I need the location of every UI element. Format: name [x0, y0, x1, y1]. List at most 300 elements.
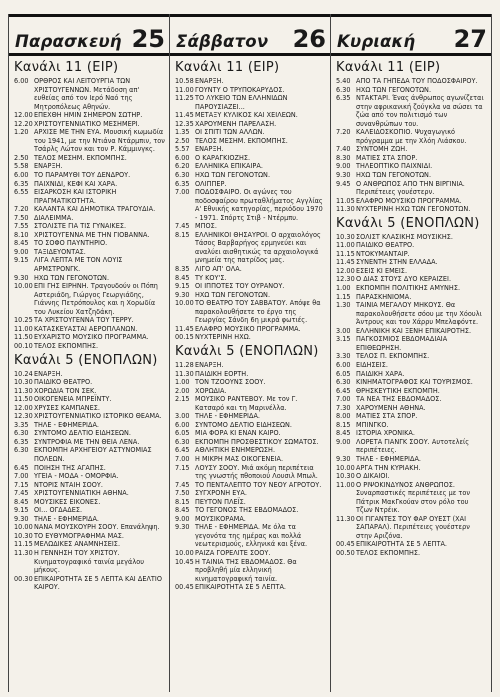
program-time: 7.00: [336, 394, 351, 404]
program-time: 3.15: [336, 334, 351, 344]
program-entry: [336, 438, 487, 455]
program-title: ΜΟΥΣΙΚΟ ΡΑΝΤΕΒΟΥ. Με τον Γ. Κατσαρό και τη Μαρινέλλα.: [195, 394, 298, 412]
program-time: 1.00: [175, 377, 190, 387]
program-entry: [14, 128, 165, 154]
program-time: 7.15: [14, 479, 29, 489]
program-time: 2.00: [175, 385, 190, 395]
day-header: [331, 14, 491, 56]
program-time: 8.00: [336, 411, 351, 421]
program-title: ΗΧΩ ΤΩΝ ΓΕΓΟΝΟΤΩΝ.: [195, 289, 271, 299]
program-time: 00.30: [14, 573, 33, 583]
program-title: ΑΡΧΙΣΕ ΜΕ ΤΗΝ ΕΥΑ. Μουσική κωμωδία του 1941, με την Ντιάνα Ντάρμπιν, τον Τσάρλς Λώτον και τον Ρ. Κάμμινγκς.: [34, 127, 165, 154]
program-time: 10.30: [336, 231, 355, 241]
program-time: 6.00: [14, 170, 29, 180]
program-entry: [14, 77, 165, 111]
program-time: 7.20: [14, 204, 29, 214]
program-time: 1.35: [175, 127, 190, 137]
program-time: 11.30: [336, 204, 355, 214]
program-title: ΤΗΛΕ - ΕΦΗΜΕΡΙΔΑ. Με όλα τα γεγονότα της ημέρας και πολλά νεωτερισμούς, ελληνικά και ξένα.: [195, 522, 308, 549]
program-title: ΕΛΛΗΝΙΚΑ ΕΠΙΚΑΙΡΑ.: [195, 161, 263, 171]
program-title: ΠΑΙΔΙΚΟ ΘΕΑΤΡΟ.: [356, 240, 415, 250]
program-title: ΠΑΓΚΟΣΜΙΟΣ ΕΒΔΟΜΑΔΙΑΙΑ ΕΠΙΘΕΩΡΗΣΗ.: [356, 334, 448, 352]
program-title: ΤΟ ΣΟΦΟ ΠΑΥΝΤΗΡΙΟ.: [34, 238, 108, 248]
program-title: ΛΙΓΟ ΑΠ' ΟΛΑ.: [195, 264, 242, 274]
program-title: ΑΡΓΑ ΤΗΝ ΚΥΡΙΑΚΗ.: [356, 462, 421, 472]
program-time: 7.45: [175, 221, 190, 231]
program-time: 1.20: [14, 127, 29, 137]
program-time: 8.15: [175, 229, 190, 239]
program-title: ΕΝΑΡΞΗ.: [195, 359, 224, 369]
program-time: 7.20: [336, 127, 351, 137]
program-time: 7.00: [14, 471, 29, 481]
program-title: ΛΙΓΑ ΛΕΠΤΑ ΜΕ ΤΟΝ ΛΟΥΙΣ ΑΡΜΣΤΡΟΝΓΚ.: [34, 255, 123, 274]
program-title: ΧΡΙΣΤΟΥΓΕΝΝΙΑΤΙΚΟ ΙΣΤΟΡΙΚΟ ΘΕΑΜΑ.: [34, 411, 162, 421]
program-time: 10.30: [14, 530, 33, 540]
program-time: 6.00: [336, 359, 351, 369]
program-time: 6.05: [336, 368, 351, 378]
program-title: ΣΟΛΙΣΤ ΚΛΑΣΙΚΗΣ ΜΟΥΣΙΚΗΣ.: [356, 231, 454, 241]
program-title: ΟΙ ΙΠΠΟΤΕΣ ΤΟΥ ΟΥΡΑΝΟΥ.: [195, 281, 285, 291]
program-title: Ο ΑΝΘΡΩΠΟΣ ΑΠΟ ΤΗΝ ΒΙΡΓΙΝΙΑ. Περιπέτειες γουέστερν.: [356, 178, 465, 197]
program-time: 11.30: [336, 513, 355, 523]
program-time: 8.45: [175, 272, 190, 282]
program-entry: [336, 180, 487, 197]
program-title: ΜΠΟΣ.: [195, 221, 217, 231]
program-title: ΤΕΛΟΣ ΕΚΠΟΜΠΗΣ.: [34, 340, 99, 350]
program-time: 7.50: [175, 488, 190, 498]
program-time: 00.15: [175, 332, 194, 342]
program-entry: [14, 282, 165, 316]
program-title: ΜΟΥΣΙΚΕΣ ΕΙΚΟΝΕΣ.: [34, 496, 101, 506]
program-time: 8.45: [14, 496, 29, 506]
program-entry: [14, 446, 165, 463]
program-time: 12.00: [14, 402, 33, 412]
program-time: 1.15: [336, 291, 351, 301]
program-title: ΝΑΝΑ ΜΟΥΣΚΟΥΡΗ ΣΟΟΥ. Επανάληψη.: [34, 522, 160, 532]
program-time: 6.30: [336, 377, 351, 387]
program-title: ΕΛΛΗΝΙΚΗ ΚΑΙ ΞΕΝΗ ΕΠΙΚΑΙΡΟΤΗΣ.: [356, 325, 472, 335]
program-time: 3.00: [336, 325, 351, 335]
program-title: ΜΑΤΙΕΣ ΣΤΑ ΣΠΟΡ.: [356, 152, 418, 162]
program-title: ΡΑΙΖΑ ΓΟΡΕΛΙΤΕ ΣΟΟΥ.: [195, 547, 271, 557]
program-title: ΤΟ ΕΥΘΥΜΟΓΡΑΦΗΜΑ ΜΑΣ.: [34, 530, 124, 540]
program-title: ΤΟ ΛΥΚΕΙΟ ΤΩΝ ΕΛΛΗΝΙΔΩΝ ΠΑΡΟΥΣΙΑΖΕΙ...: [195, 93, 288, 111]
program-title: ΠΟΙΗΣΗ ΤΗΣ ΑΓΑΠΗΣ.: [34, 462, 106, 472]
day-header: [170, 14, 330, 56]
program-entry: [336, 335, 487, 352]
program-title: ΕΥΧΑΡΙΣΤΟ ΜΟΥΣΙΚΟ ΠΡΟΓΡΑΜΜΑ.: [34, 332, 149, 342]
program-time: 10.00: [14, 281, 33, 291]
program-entry: [175, 583, 326, 592]
program-time: 11.28: [175, 359, 194, 369]
program-title: ΤΗΛΕΟΠΤΙΚΟ ΠΑΙΧΝΙΔΙ.: [356, 161, 433, 171]
program-entry: [14, 342, 165, 351]
program-title: ΟΙ ΣΠΙΤΙ ΤΩΝ ΑΛΛΩΝ.: [195, 127, 265, 137]
program-time: 8.30: [336, 152, 351, 162]
program-time: 3.00: [175, 411, 190, 421]
program-title: ΝΥΧΤΕΡΙΝΗ ΗΧΩ.: [195, 332, 251, 342]
program-time: 6.35: [175, 178, 190, 188]
program-title: ΕΣΕΙΣ ΚΙ ΕΜΕΙΣ.: [356, 265, 408, 275]
program-time: 9.30: [14, 272, 29, 282]
program-time: 11.15: [336, 248, 355, 258]
program-time: 6.35: [14, 178, 29, 188]
program-time: 2.50: [175, 135, 190, 145]
program-title: ΛΟΡΕΤΑ ΓΙΑΝΓΚ ΣΟΟΥ. Αυτοτελείς περιπέτειες.: [356, 436, 470, 455]
program-title: ΣΤΟΛΙΣΤΕ ΓΙΑ ΤΙΣ ΓΥΝΑΙΚΕΣ.: [34, 221, 127, 231]
program-time: 9.00: [336, 436, 351, 446]
program-title: ΕΛΑΦΡΟ ΜΟΥΣΙΚΟ ΠΡΟΓΡΑΜΜΑ.: [356, 195, 462, 205]
program-time: 00.50: [336, 547, 355, 557]
program-title: ΣΥΝΤΟΜΗ ΖΩΗ.: [356, 144, 408, 154]
program-title: ΕΠΙΚΑΙΡΟΤΗΤΑ ΣΕ 5 ΛΕΠΤΑ ΚΑΙ ΔΕΛΤΙΟ ΚΑΙΡΟΥ.: [34, 573, 163, 592]
program-time: 7.30: [336, 402, 351, 412]
program-time: 6.35: [14, 436, 29, 446]
program-time: 10.00: [175, 547, 194, 557]
program-title: ΟΙ... ΟΓΔΑΔΕΣ.: [34, 505, 83, 515]
program-title: ΤΑ ΝΕΑ ΤΗΣ ΕΒΔΟΜΑΔΟΣ.: [356, 394, 442, 404]
tv-schedule-page: [8, 14, 495, 692]
program-time: 12.30: [14, 411, 33, 421]
program-entry: [175, 94, 326, 111]
program-time: 6.30: [175, 436, 190, 446]
program-time: 9.00: [14, 246, 29, 256]
day-name: Κυριακή: [337, 32, 416, 51]
program-title: ΠΕΥΤΟΝ ΠΛΕΪΣ.: [195, 496, 246, 506]
program-time: 9.15: [175, 281, 190, 291]
program-time: 12.00: [14, 110, 33, 120]
program-time: 10.30: [336, 471, 355, 481]
program-title: ΠΑΙΔΙΚΟ ΘΕΑΤΡΟ.: [34, 377, 93, 387]
program-title: ΠΑΙΔΙΚΗ ΕΟΡΤΗ.: [195, 368, 249, 378]
program-title: ΟΙΚΟΓΕΝΕΙΑ ΜΠΡΕΪΝΤΥ.: [34, 394, 112, 404]
program-title: ΤΕΛΟΣ ΕΚΠΟΜΠΗΣ.: [356, 547, 421, 557]
program-title: ΟΙ ΓΙΓΑΝΤΕΣ ΤΟΥ ΦΑΡ ΟΥΕΣΤ (ΧΑΙ ΣΑΠΑΡΑΛ). Περιπέτειες γουέστερν στην Αριζόνα.: [356, 513, 470, 540]
channel-heading: Κανάλι 11 (ΕΙΡ): [336, 60, 441, 75]
program-entry: [175, 231, 326, 265]
program-entry: [336, 301, 487, 327]
program-entry: [175, 333, 326, 342]
program-entry: [336, 205, 487, 214]
program-time: 6.20: [175, 161, 190, 171]
program-title: ΣΥΝΕΝΤΗ ΣΤΗΝ ΕΛΛΑΔΑ.: [356, 257, 438, 267]
program-title: ΕΙΔΗΣΕΙΣ.: [356, 359, 388, 369]
program-title: Ο ΡΙΨΟΚΙΝΔΥΝΟΣ ΑΝΘΡΩΠΟΣ. Συναρπαστικές περιπέτειες με τον Πάτρικ ΜακΓκούαν στον ρόλο του Τζων Ντρέικ.: [356, 479, 470, 515]
program-entry: [175, 299, 326, 325]
program-title: ΜΙΑ ΦΟΡΑ ΚΙ ΕΝΑΝ ΚΑΙΡΟ.: [195, 428, 281, 438]
program-title: ΕΛΛΗΝΙΚΟΙ ΘΗΣΑΥΡΟΙ. Ο αρχαιολόγος Τάσος Βαρβαρήγος ερμηνεύει και αναλύει αισθητικώς τα αρχαιολογικά μνημεία της πατρίδος μας.: [195, 229, 321, 265]
program-title: ΠΟΔΟΣΦΑΙΡΟ. Οι αγώνες του ποδοσφαίρου πρωταθλήματος Αγγλίας Α' Εθνικής κατηγορίας, περιόδου 1970 - 1971. Σπόρτς Στιβ - Ντέρμπυ.: [195, 187, 323, 222]
program-title: ΠΑΙΧΝΙΔΙ, ΚΕΦΙ ΚΑΙ ΧΑΡΑ.: [34, 178, 118, 188]
program-title: ΕΠΕΧΘΗ ΗΜΙΝ ΣΗΜΕΡΟΝ ΣΩΤΗΡ.: [34, 110, 143, 120]
program-title: ΓΟΥΝΤΥ Ο ΤΡΥΠΟΚΑΡΥΔΟΣ.: [195, 84, 285, 94]
program-title: ΠΑΡΑΣΚΗΝΙΟΜΑ.: [356, 291, 412, 301]
program-time: 8.10: [14, 229, 29, 239]
program-title: Η ΜΙΚΡΗ ΜΑΣ ΟΙΚΟΓΕΝΕΙΑ.: [195, 453, 284, 463]
program-title: ΚΑΛΑΝΤΑ ΚΑΙ ΔΗΜΟΤΙΚΑ ΤΡΑΓΟΥΔΙΑ.: [34, 204, 156, 214]
program-list: [175, 77, 326, 342]
channel-heading: Κανάλι 5 (ΕΝΟΠΛΩΝ): [175, 343, 319, 359]
program-title: ΤΟ ΠΑΡΑΜΥΘΙ ΤΟΥ ΔΕΝΔΡΟΥ.: [34, 170, 131, 180]
program-list: [336, 77, 487, 214]
channel-heading: Κανάλι 11 (ΕΙΡ): [14, 60, 119, 75]
program-title: ΤΗΛΕ - ΕΦΗΜΕΡΙΔΑ.: [34, 419, 100, 429]
program-time: 11.15: [14, 539, 33, 549]
program-time: 10.58: [175, 76, 194, 85]
program-entry: [175, 188, 326, 222]
program-time: 9.15: [14, 505, 29, 515]
program-title: ΤΟ ΘΕΑΤΡΟ ΤΟΥ ΣΑΒΒΑΤΟΥ. Απόψε θα παρακολουθήσετε το έργο της Γεωργίας Σάνδη 6η μικρά φωτιές.: [195, 298, 321, 325]
program-time: 2.50: [14, 152, 29, 162]
program-list: [14, 370, 165, 592]
program-entry: [175, 395, 326, 412]
program-time: 7.55: [14, 221, 29, 231]
program-time: 5.58: [14, 161, 29, 171]
program-time: 7.45: [175, 479, 190, 489]
program-time: 6.45: [175, 445, 190, 455]
program-title: ΚΙΝΗΜΑΤΟΓΡΑΦΟΣ ΚΑΙ ΤΟΥΡΙΣΜΟΣ.: [356, 377, 473, 387]
program-time: 00.10: [14, 340, 33, 350]
program-time: 2.15: [175, 394, 190, 404]
program-title: ΝΤΑΚΤΑΡΙ. Ένας άνθρωπος αγωνίζεται στην αφρικανική ζούγκλα να σώσει τα ζώα από τον πολιτισμό των συνανθρώπων του.: [356, 93, 484, 128]
program-time: 11.45: [175, 110, 194, 120]
program-time: 12.00: [336, 265, 355, 275]
program-entry: [336, 128, 487, 145]
program-title: ΤΕΛΟΣ ΜΕΣΗΜ. ΕΚΠΟΜΠΗΣ.: [195, 135, 288, 145]
program-time: 6.05: [175, 428, 190, 438]
program-entry: [336, 94, 487, 128]
program-time: 11.00: [336, 240, 355, 250]
program-title: ΤΗΛΕ - ΕΦΗΜΕΡΙΔΑ.: [356, 453, 422, 463]
program-entry: [14, 188, 165, 205]
program-title: Ο ΔΙΑΣ ΣΤΟΥΣ ΔΥΟ ΚΕΡΑΙΖΕΙ.: [356, 274, 452, 284]
program-time: 6.30: [14, 445, 29, 455]
program-title: ΚΑΛΕΙΔΟΣΚΟΠΙΟ. Ψυχαγωγικό πρόγραμμα με την Χλόη Λιάσκου.: [356, 127, 467, 145]
program-title: ΗΧΩ ΤΩΝ ΓΕΓΟΝΟΤΩΝ.: [356, 170, 432, 180]
program-title: ΛΟΥΣΥ ΣΟΟΥ. Μιά ακόμη περιπέτεια της γνωστής πθοποιού Λουσιλ Μπωλ.: [195, 462, 318, 481]
program-title: ΜΕΤΑΞΥ ΚΥΛΙΚΟΣ ΚΑΙ ΧΕΙΛΕΩΝ.: [195, 110, 298, 120]
program-title: ΜΕΛΩΔΙΚΕΣ ΑΝΑΜΝΗΣΕΙΣ.: [34, 539, 121, 549]
program-title: ΝΤΟΚΥΜΑΝΤΑΙΡ.: [356, 248, 410, 258]
program-time: 3.30: [336, 351, 351, 361]
program-time: 8.15: [336, 419, 351, 429]
program-time: 00.45: [336, 539, 355, 549]
program-time: 00.45: [175, 582, 194, 592]
program-title: ΥΓΕΙΑ - ΜΟΔΑ - ΟΜΟΡΦΙΑ.: [34, 471, 119, 481]
program-list: [14, 77, 165, 351]
program-title: ΕΚΠΟΜΠΗ ΠΡΟΣΘΕΣΤΙΚΟΥ ΣΩΜΑΤΟΣ.: [195, 436, 319, 446]
program-title: ΝΤΟΡΙΣ ΝΤΑΙΗ ΣΟΟΥ.: [34, 479, 104, 489]
program-title: ΟΡΘΡΟΣ ΚΑΙ ΛΕΙΤΟΥΡΓΙΑ ΤΩΝ ΧΡΙΣΤΟΥΓΕΝΝΩΝ. Μετάδοση απ' ευθείας από τον Ιερό Ναό της Μητροπόλεως Αθηνών.: [34, 76, 140, 111]
program-time: 11.30: [175, 368, 194, 378]
program-entry: [175, 558, 326, 584]
program-time: 6.00: [14, 76, 29, 85]
program-title: ΤΑ ΧΡΙΣΤΟΥΓΕΝΝΑ ΤΟΥ ΤΕΡΡΥ.: [34, 315, 134, 325]
program-time: 9.30: [14, 513, 29, 523]
program-time: 9.30: [336, 170, 351, 180]
program-time: 7.00: [175, 187, 190, 197]
program-time: 6.30: [175, 170, 190, 180]
program-title: ΧΡΥΣΕΣ ΚΑΜΠΑΝΕΣ.: [34, 402, 100, 412]
program-title: Ο ΚΑΡΑΓΚΙΟΖΗΣ.: [195, 152, 251, 162]
program-title: ΗΧΩ ΤΩΝ ΓΕΓΟΝΟΤΩΝ.: [195, 170, 271, 180]
program-time: 6.30: [14, 428, 29, 438]
program-title: ΗΧΩ ΤΩΝ ΓΕΓΟΝΟΤΩΝ.: [34, 272, 110, 282]
program-time: 11.00: [175, 84, 194, 94]
program-time: 10.00: [336, 462, 355, 472]
day-number: 27: [453, 25, 487, 53]
program-title: ΧΡΙΣΤΟΥΓΕΝΝΑ ΜΕ ΤΗΝ ΓΙΟΒΑΝΝΑ.: [34, 229, 150, 239]
program-title: ΣΥΓΧΡΟΝΗ ΕΥΑ.: [195, 488, 247, 498]
program-entry: [14, 256, 165, 273]
program-time: 6.00: [175, 419, 190, 429]
program-title: ΚΑΤΑΣΚΕΥΑΣΤΑΙ ΑΕΡΟΠΛΑΝΩΝ.: [34, 323, 138, 333]
program-title: ΠΑΙΔΙΚΗ ΧΑΡΑ.: [356, 368, 405, 378]
program-title: ΧΑΡΟΥΜΕΝΗ ΠΑΡΕΛΑΣΗ.: [195, 118, 277, 128]
program-time: 8.35: [175, 264, 190, 274]
program-time: 6.30: [336, 84, 351, 94]
program-time: 7.50: [14, 212, 29, 222]
program-title: ΜΑΤΙΕΣ ΣΤΑ ΣΠΟΡ.: [356, 411, 418, 421]
program-title: Η ΤΑΙΝΙΑ ΤΗΣ ΕΒΔΟΜΑΔΟΣ. Θα προβληθή μία ελληνική κινηματογραφική ταινία.: [195, 556, 297, 583]
channel-heading: Κανάλι 5 (ΕΝΟΠΛΩΝ): [336, 215, 480, 231]
program-time: 12.35: [175, 118, 194, 128]
program-title: ΕΝΑΡΞΗ.: [34, 161, 63, 171]
program-title: Η ΓΕΝΝΗΣΗ ΤΟΥ ΧΡΙΣΤΟΥ. Κινηματογραφικό ταινία μεγάλου μήκους.: [34, 547, 145, 575]
program-title: ΤΑΞΙΔΕΥΟΝΤΑΣ.: [34, 246, 86, 256]
program-title: ΤΟΝ ΤΖΟΟΥΝΣ ΣΟΟΥ.: [195, 377, 266, 387]
program-time: 10.00: [14, 522, 33, 532]
program-title: ΣΥΝΤΡΟΦΙΑ ΜΕ ΤΗΝ ΘΕΙΑ ΛΕΝΑ.: [34, 436, 140, 446]
program-time: 8.45: [175, 505, 190, 515]
program-time: 9.15: [14, 255, 29, 265]
program-time: 8.45: [336, 428, 351, 438]
program-time: 11.45: [175, 323, 194, 333]
program-title: ΝΥΧΤΕΡΙΝΗ ΗΧΩ ΤΩΝ ΓΕΓΟΝΟΤΩΝ.: [356, 204, 471, 214]
program-title: ΑΘΛΗΤΙΚΗ ΕΝΗΜΕΡΩΣΗ.: [195, 445, 276, 455]
channel-heading: Κανάλι 11 (ΕΙΡ): [175, 60, 280, 75]
program-title: ΤΗΛΕ - ΕΦΗΜΕΡΙΔΑ.: [34, 513, 100, 523]
day-number: 26: [292, 25, 326, 53]
program-title: ΕΝΑΡΞΗ.: [195, 76, 224, 85]
program-entry: [336, 481, 487, 515]
program-time: 10.00: [175, 298, 194, 308]
day-header: [9, 14, 169, 56]
program-time: 7.40: [336, 144, 351, 154]
program-title: ΧΟΡΩΔΙΑ ΤΟΝ ΣΕΚ.: [34, 385, 97, 395]
program-time: 7.45: [14, 488, 29, 498]
program-time: 6.00: [175, 152, 190, 162]
program-time: 8.45: [14, 238, 29, 248]
program-title: ΜΠΙΝΓΚΟ.: [356, 419, 389, 429]
program-time: 11.00: [336, 479, 355, 489]
program-time: 10.45: [175, 556, 194, 566]
day-column-sunday: [331, 14, 492, 692]
program-time: 5.40: [336, 76, 351, 85]
program-title: ΤΟ ΓΕΓΟΝΟΣ ΤΗΣ ΕΒΔΟΜΑΔΟΣ.: [195, 505, 299, 515]
day-number: 25: [131, 25, 165, 53]
program-title: ΧΟΡΩΔΙΑ.: [195, 385, 227, 395]
day-column-saturday: [170, 14, 331, 692]
program-entry: [14, 575, 165, 592]
day-name: Παρασκευή: [15, 32, 122, 51]
program-time: 9.00: [336, 161, 351, 171]
program-title: ΗΧΩ ΤΩΝ ΓΕΓΟΝΟΤΩΝ.: [356, 84, 432, 94]
program-time: 9.30: [336, 453, 351, 463]
program-time: 6.35: [336, 93, 351, 103]
program-title: ΧΡΙΣΤΟΥΓΕΝΝΙΑΤΙΚΟ ΜΕΣΗΜΕΡΙ.: [34, 118, 140, 128]
program-title: ΜΟΥΣΙΚΟΡΑΜΑ.: [195, 513, 246, 523]
program-time: 11.50: [14, 332, 33, 342]
program-time: 10.25: [14, 315, 33, 325]
program-title: ΕΚΠΟΜΠΗ ΠΟΛΙΤΙΚΗΣ ΑΜΥΝΗΣ.: [356, 283, 461, 293]
program-time: 11.50: [14, 394, 33, 404]
program-time: 6.55: [14, 187, 29, 197]
program-time: 12.20: [14, 118, 33, 128]
program-title: ΕΝΑΡΞΗ.: [195, 144, 224, 154]
program-time: 9.30: [175, 522, 190, 532]
program-time: 9.00: [175, 513, 190, 523]
program-time: 7.00: [175, 453, 190, 463]
program-title: ΤΥ ΚΟΥ'Σ.: [195, 272, 227, 282]
program-list: [175, 361, 326, 592]
program-title: ΟΛΙΠΠΕΡ.: [195, 178, 227, 188]
program-time: 3.35: [14, 419, 29, 429]
program-title: ΤΑΙΝΙΑ ΜΕΓΑΛΟΥ ΜΗΚΟΥΣ. Θα παρακολουθήσετε σόου με την Χόουλι Άντρους και τον Χάρρυ Μπελαφόντε.: [356, 300, 482, 327]
program-title: ΕΠΙ ΓΗΣ ΕΙΡΗΝΗ. Τραγουδούν οι Πόπη Αστεριάδη, Γιώργος Γεωργιάδης, Γιάννης Πετρόπουλος και η Χορωδία του Λυκείου Χατζηδάκη.: [34, 281, 158, 316]
program-time: 9.45: [336, 178, 351, 188]
program-time: 11.00: [14, 323, 33, 333]
program-title: Ο ΔΙΚΑΙΟΙ.: [356, 471, 390, 481]
program-title: ΤΟ ΠΕΝΤΑΛΕΠΤΟ ΤΟΥ ΝΕΟΥ ΑΓΡΟΤΟΥ.: [195, 479, 322, 489]
program-time: 6.45: [336, 385, 351, 395]
program-entry: [336, 549, 487, 558]
program-title: ΙΣΤΟΡΙΑ ΧΡΟΝΙΚΑ.: [356, 428, 415, 438]
program-title: ΣΥΝΤΟΜΟ ΔΕΛΤΙΟ ΕΙΔΗΣΕΩΝ.: [195, 419, 293, 429]
program-time: 1.30: [336, 300, 351, 310]
channel-heading: Κανάλι 5 (ΕΝΟΠΛΩΝ): [14, 352, 158, 368]
program-time: 8.15: [175, 496, 190, 506]
program-title: ΣΥΝΤΟΜΟ ΔΕΛΤΙΟ ΕΙΔΗΣΕΩΝ.: [34, 428, 132, 438]
program-time: 11.45: [336, 257, 355, 267]
program-title: ΕΙΣΑΡΚΟΣΗ ΚΑΙ ΙΣΤΟΡΙΚΗ ΠΡΑΓΜΑΤΙΚΟΤΗΤΑ.: [34, 187, 117, 205]
program-title: ΤΗΛΕ - ΕΦΗΜΕΡΙΔΑ.: [195, 411, 261, 421]
program-title: ΧΡΙΣΤΟΥΓΕΝΝΙΑΤΙΚΗ ΑΘΗΝΑ.: [34, 488, 129, 498]
program-time: 12.30: [336, 274, 355, 284]
day-column-friday: [9, 14, 170, 692]
program-time: 7.15: [175, 462, 190, 472]
program-title: ΕΠΙΚΑΙΡΟΤΗΤΑ ΣΕ 5 ΛΕΠΤΑ.: [356, 539, 448, 549]
program-time: 9.30: [175, 289, 190, 299]
program-time: 6.45: [14, 462, 29, 472]
program-title: ΑΠΟ ΤΑ ΓΗΠΕΔΑ ΤΟΥ ΠΟΔΟΣΦΑΙΡΟΥ.: [356, 76, 478, 85]
program-entry: [175, 523, 326, 549]
program-time: 10.24: [14, 368, 33, 378]
program-time: 1.00: [336, 283, 351, 293]
program-title: ΕΚΠΟΜΠΗ ΑΡΧΗΓΕΙΟΥ ΑΣΤΥΝΟΜΙΑΣ ΠΟΛΕΩΝ.: [34, 445, 152, 463]
program-title: ΤΕΛΟΣ Π. ΕΚΠΟΜΠΗΣ.: [356, 351, 430, 361]
day-name: Σάββατον: [176, 32, 269, 51]
program-title: ΕΠΙΚΑΙΡΟΤΗΤΑ ΣΕ 5 ΛΕΠΤΑ.: [195, 582, 287, 592]
program-time: 11.30: [14, 385, 33, 395]
program-title: ΧΑΡΟΥΜΕΝΗ ΑΘΗΝΑ.: [356, 402, 426, 412]
program-title: ΤΕΛΟΣ ΜΕΣΗΜ. ΕΚΠΟΜΠΗΣ.: [34, 152, 127, 162]
program-time: 11.25: [175, 93, 194, 103]
program-entry: [175, 464, 326, 481]
program-title: ΕΛΑΦΡΟ ΜΟΥΣΙΚΟ ΠΡΟΓΡΑΜΜΑ.: [195, 323, 301, 333]
program-entry: [336, 515, 487, 541]
program-entry: [14, 549, 165, 575]
